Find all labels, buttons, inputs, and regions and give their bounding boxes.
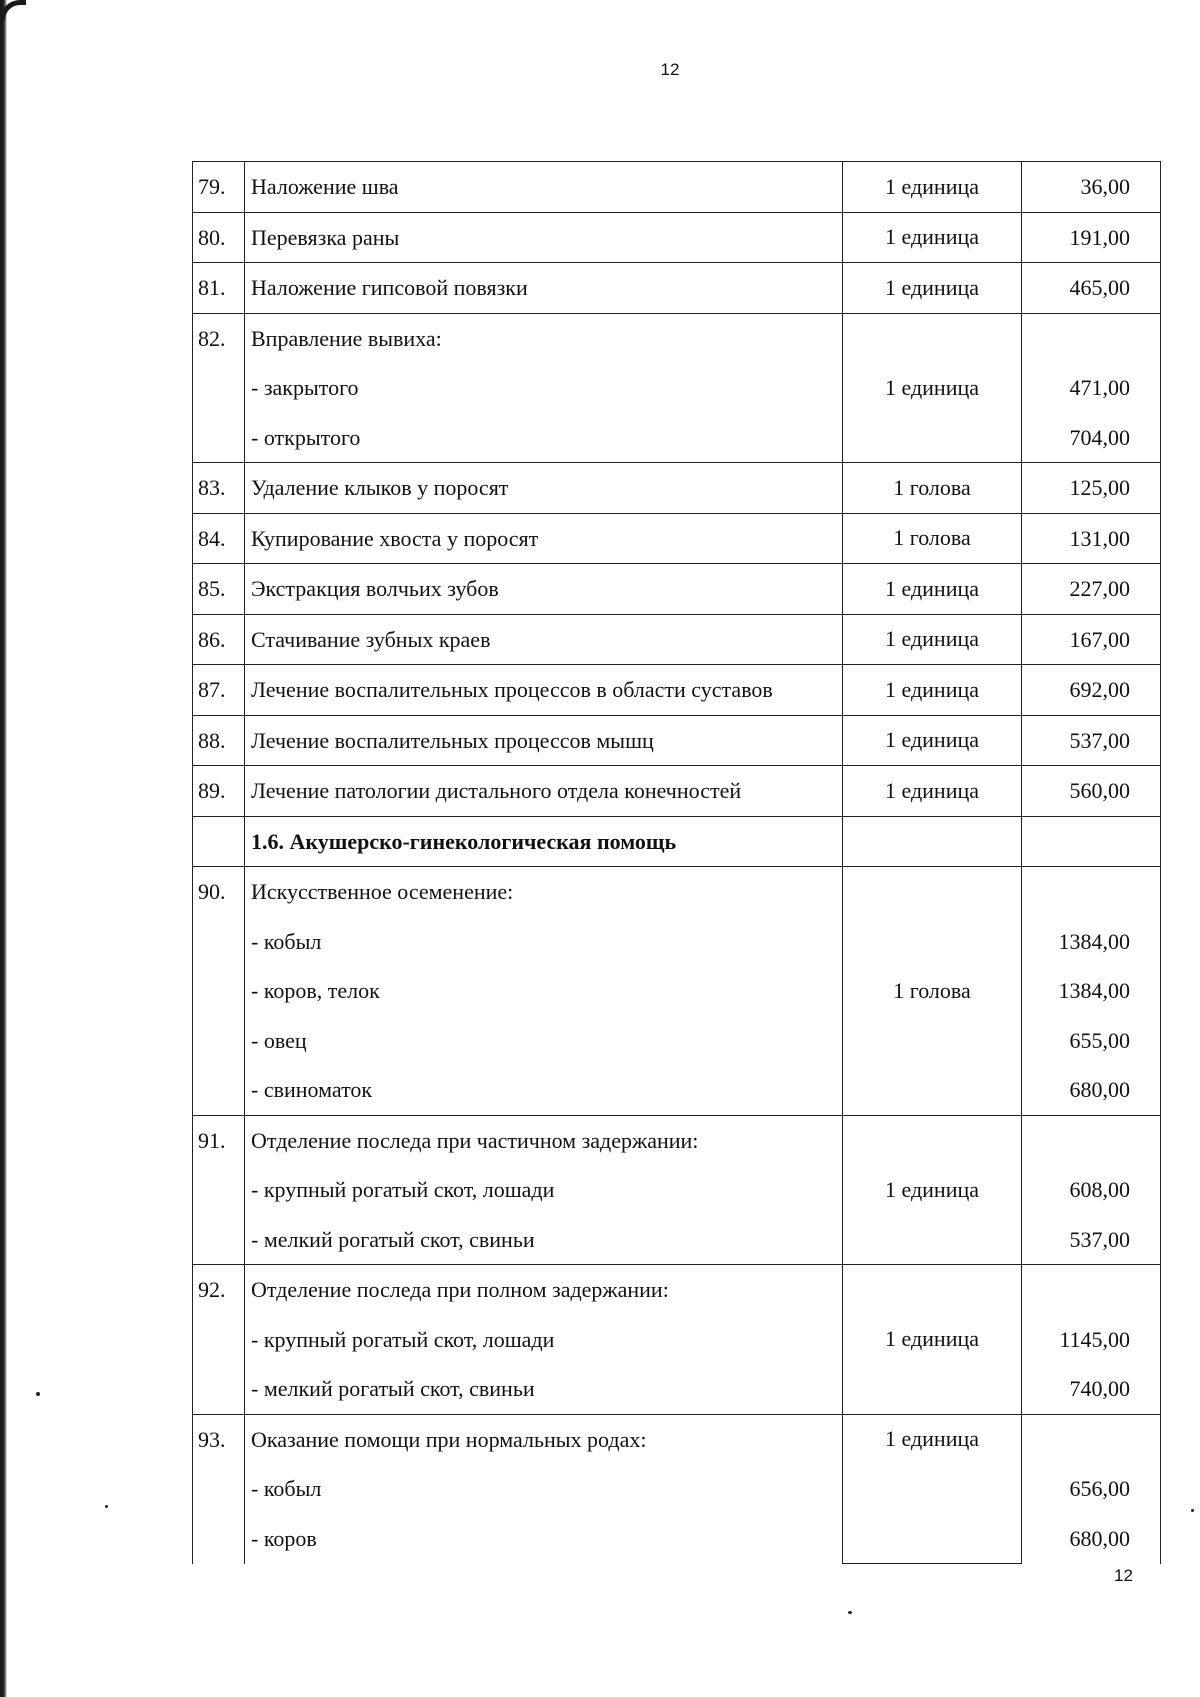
price-cell (1022, 816, 1161, 867)
row-number-text: 92. (198, 1277, 226, 1302)
table-row (193, 162, 1161, 213)
price-table (192, 161, 1161, 1564)
unit-cell (843, 564, 1022, 615)
row-number-text: 81. (198, 275, 226, 300)
service-description (245, 665, 843, 716)
row-number (193, 513, 245, 564)
price-value: 471,00 (1069, 375, 1130, 400)
price-value: 608,00 (1069, 1177, 1130, 1202)
unit-cell (843, 212, 1022, 263)
price-value (1028, 1415, 1130, 1465)
service-description (245, 1115, 843, 1265)
service-name: Отделение последа при частичном задержании: (251, 1127, 699, 1153)
unit-of-measure: 1 единица (884, 274, 980, 300)
scan-speck (105, 1505, 108, 1508)
price-value: 227,00 (1069, 576, 1130, 601)
service-subitem: - мелкий рогатый скот, свиньи (251, 1376, 535, 1401)
unit-cell (843, 816, 1022, 867)
scan-speck (1191, 1509, 1194, 1512)
unit-cell (843, 513, 1022, 564)
table-row (193, 1414, 1161, 1564)
row-number (193, 263, 245, 314)
row-number (193, 1265, 245, 1415)
row-number (193, 1115, 245, 1265)
table-row (193, 1265, 1161, 1415)
unit-of-measure: 1 единица (884, 1176, 980, 1202)
table-row (193, 816, 1161, 867)
service-name: Наложение шва (251, 174, 399, 199)
price-value: 680,00 (1069, 1077, 1130, 1102)
service-subitem: - коров, телок (251, 978, 380, 1003)
service-name: Лечение воспалительных процессов в области суставов (251, 677, 773, 702)
table-row (193, 463, 1161, 514)
row-number (193, 313, 245, 463)
service-description (245, 263, 843, 314)
price-cell (1022, 665, 1161, 716)
unit-cell (843, 1265, 1022, 1415)
table-row (193, 614, 1161, 665)
unit-of-measure: 1 единица (884, 626, 980, 652)
service-description (245, 513, 843, 564)
service-name: Лечение патологии дистального отдела конечностей (251, 778, 742, 803)
service-name: Купирование хвоста у поросят (251, 525, 539, 551)
table-row (193, 513, 1161, 564)
price-value: 1384,00 (1058, 928, 1130, 954)
row-number (193, 1414, 245, 1564)
unit-cell (843, 1414, 1022, 1564)
price-cell (1022, 867, 1161, 1116)
price-value: 704,00 (1069, 424, 1130, 450)
service-description (245, 1265, 843, 1415)
service-description (245, 867, 843, 1116)
price-value: 740,00 (1069, 1376, 1130, 1401)
price-cell (1022, 463, 1161, 514)
row-number (193, 463, 245, 514)
page-number-top: 12 (660, 60, 680, 79)
price-value: 465,00 (1069, 275, 1130, 300)
service-name: 1.6. Акушерско-гинекологическая помощь (251, 828, 677, 854)
row-number-text: 82. (198, 325, 226, 351)
unit-cell (843, 162, 1022, 213)
price-value (1028, 314, 1130, 364)
unit-of-measure: 1 голова (893, 525, 971, 551)
service-description (245, 564, 843, 615)
service-subitem: - мелкий рогатый скот, свиньи (251, 1226, 535, 1252)
row-number (193, 212, 245, 263)
row-number (193, 766, 245, 817)
unit-of-measure: 1 единица (884, 1425, 980, 1451)
unit-of-measure: 1 единица (884, 224, 980, 250)
price-value: 131,00 (1069, 525, 1130, 551)
unit-cell (843, 313, 1022, 463)
table-row (193, 665, 1161, 716)
row-number-text: 84. (198, 525, 226, 551)
row-number-text: 88. (198, 727, 226, 753)
price-table-body (193, 162, 1161, 1564)
row-number-text: 85. (198, 576, 226, 601)
row-number (193, 665, 245, 716)
service-name: Экстракция волчьих зубов (251, 576, 499, 601)
unit-of-measure: 1 единица (884, 1326, 980, 1352)
row-number-text: 80. (198, 224, 226, 250)
row-number-text: 83. (198, 475, 226, 500)
price-cell (1022, 614, 1161, 665)
row-number (193, 816, 245, 867)
table-row (193, 867, 1161, 1116)
row-number (193, 564, 245, 615)
scan-speck (848, 1611, 852, 1614)
service-name: Отделение последа при полном задержании: (251, 1277, 669, 1302)
price-value: 537,00 (1069, 1226, 1130, 1252)
price-cell (1022, 564, 1161, 615)
price-value: 1384,00 (1058, 978, 1130, 1003)
price-cell (1022, 1414, 1161, 1564)
service-subitem: - свиноматок (251, 1077, 373, 1102)
row-number-text: 86. (198, 626, 226, 652)
price-value: 655,00 (1069, 1027, 1130, 1053)
price-value (1028, 1116, 1130, 1166)
price-cell (1022, 1115, 1161, 1265)
service-subitem: - кобыл (251, 928, 322, 954)
service-name: Вправление вывиха: (251, 325, 442, 351)
service-description (245, 766, 843, 817)
unit-of-measure: 1 единица (884, 727, 980, 753)
table-row (193, 212, 1161, 263)
row-number-text: 79. (198, 174, 226, 199)
service-subitem: - открытого (251, 424, 361, 450)
price-value: 167,00 (1069, 626, 1130, 652)
table-row (193, 564, 1161, 615)
unit-of-measure: 1 голова (893, 977, 971, 1003)
unit-cell (843, 1115, 1022, 1265)
price-value: 692,00 (1069, 677, 1130, 702)
service-description (245, 614, 843, 665)
service-subitem: - кобыл (251, 1476, 322, 1501)
row-number (193, 614, 245, 665)
table-row (193, 766, 1161, 817)
service-description (245, 212, 843, 263)
price-value (1028, 1265, 1130, 1315)
scan-speck (36, 1392, 40, 1396)
price-value: 656,00 (1069, 1476, 1130, 1501)
service-subitem: - коров (251, 1525, 317, 1551)
scan-left-edge (0, 0, 7, 1697)
unit-cell (843, 463, 1022, 514)
service-name: Перевязка раны (251, 224, 400, 250)
page-number-bottom: 12 (1114, 1566, 1133, 1585)
service-description (245, 463, 843, 514)
unit-of-measure: 1 единица (884, 777, 980, 803)
service-subitem: - закрытого (251, 375, 359, 400)
unit-of-measure: 1 единица (884, 173, 980, 199)
service-name: Наложение гипсовой повязки (251, 275, 528, 300)
row-number-text (198, 817, 238, 867)
row-number (193, 867, 245, 1116)
service-description (245, 715, 843, 766)
service-name: Удаление клыков у поросят (251, 475, 509, 500)
row-number-text: 93. (198, 1426, 226, 1452)
service-name: Оказание помощи при нормальных родах: (251, 1426, 647, 1452)
unit-of-measure: 1 единица (884, 676, 980, 702)
price-value (1028, 867, 1130, 917)
service-subitem: - крупный рогатый скот, лошади (251, 1326, 555, 1352)
price-cell (1022, 766, 1161, 817)
service-description (245, 162, 843, 213)
price-cell (1022, 715, 1161, 766)
row-number-text: 87. (198, 677, 226, 702)
price-cell (1022, 1265, 1161, 1415)
unit-cell (843, 614, 1022, 665)
table-row (193, 263, 1161, 314)
price-value: 537,00 (1069, 727, 1130, 753)
unit-of-measure: 1 голова (893, 474, 971, 500)
service-subitem: - овец (251, 1027, 307, 1053)
service-name: Искусственное осеменение: (251, 879, 514, 904)
unit-cell (843, 867, 1022, 1116)
table-row (193, 313, 1161, 463)
table-row (193, 1115, 1161, 1265)
price-value (1028, 817, 1130, 867)
price-value: 560,00 (1069, 778, 1130, 803)
price-value: 36,00 (1080, 174, 1130, 199)
unit-cell (843, 715, 1022, 766)
price-value: 191,00 (1069, 224, 1130, 250)
row-number (193, 715, 245, 766)
table-row (193, 715, 1161, 766)
row-number-text: 89. (198, 778, 226, 803)
unit-cell (843, 263, 1022, 314)
service-name: Лечение воспалительных процессов мышц (251, 727, 654, 753)
price-value: 1145,00 (1059, 1326, 1130, 1352)
price-value: 680,00 (1069, 1525, 1130, 1551)
section-heading (245, 816, 843, 867)
service-subitem: - крупный рогатый скот, лошади (251, 1177, 555, 1202)
service-name: Стачивание зубных краев (251, 626, 491, 652)
unit-of-measure (849, 817, 1015, 867)
price-cell (1022, 263, 1161, 314)
row-number-text: 91. (198, 1127, 226, 1153)
price-cell (1022, 162, 1161, 213)
unit-cell (843, 766, 1022, 817)
price-cell (1022, 313, 1161, 463)
price-cell (1022, 212, 1161, 263)
price-cell (1022, 513, 1161, 564)
unit-of-measure: 1 единица (884, 374, 980, 400)
service-description (245, 1414, 843, 1564)
unit-cell (843, 665, 1022, 716)
price-value: 125,00 (1069, 475, 1130, 500)
row-number (193, 162, 245, 213)
unit-of-measure: 1 единица (884, 575, 980, 601)
row-number-text: 90. (198, 879, 226, 904)
service-description (245, 313, 843, 463)
